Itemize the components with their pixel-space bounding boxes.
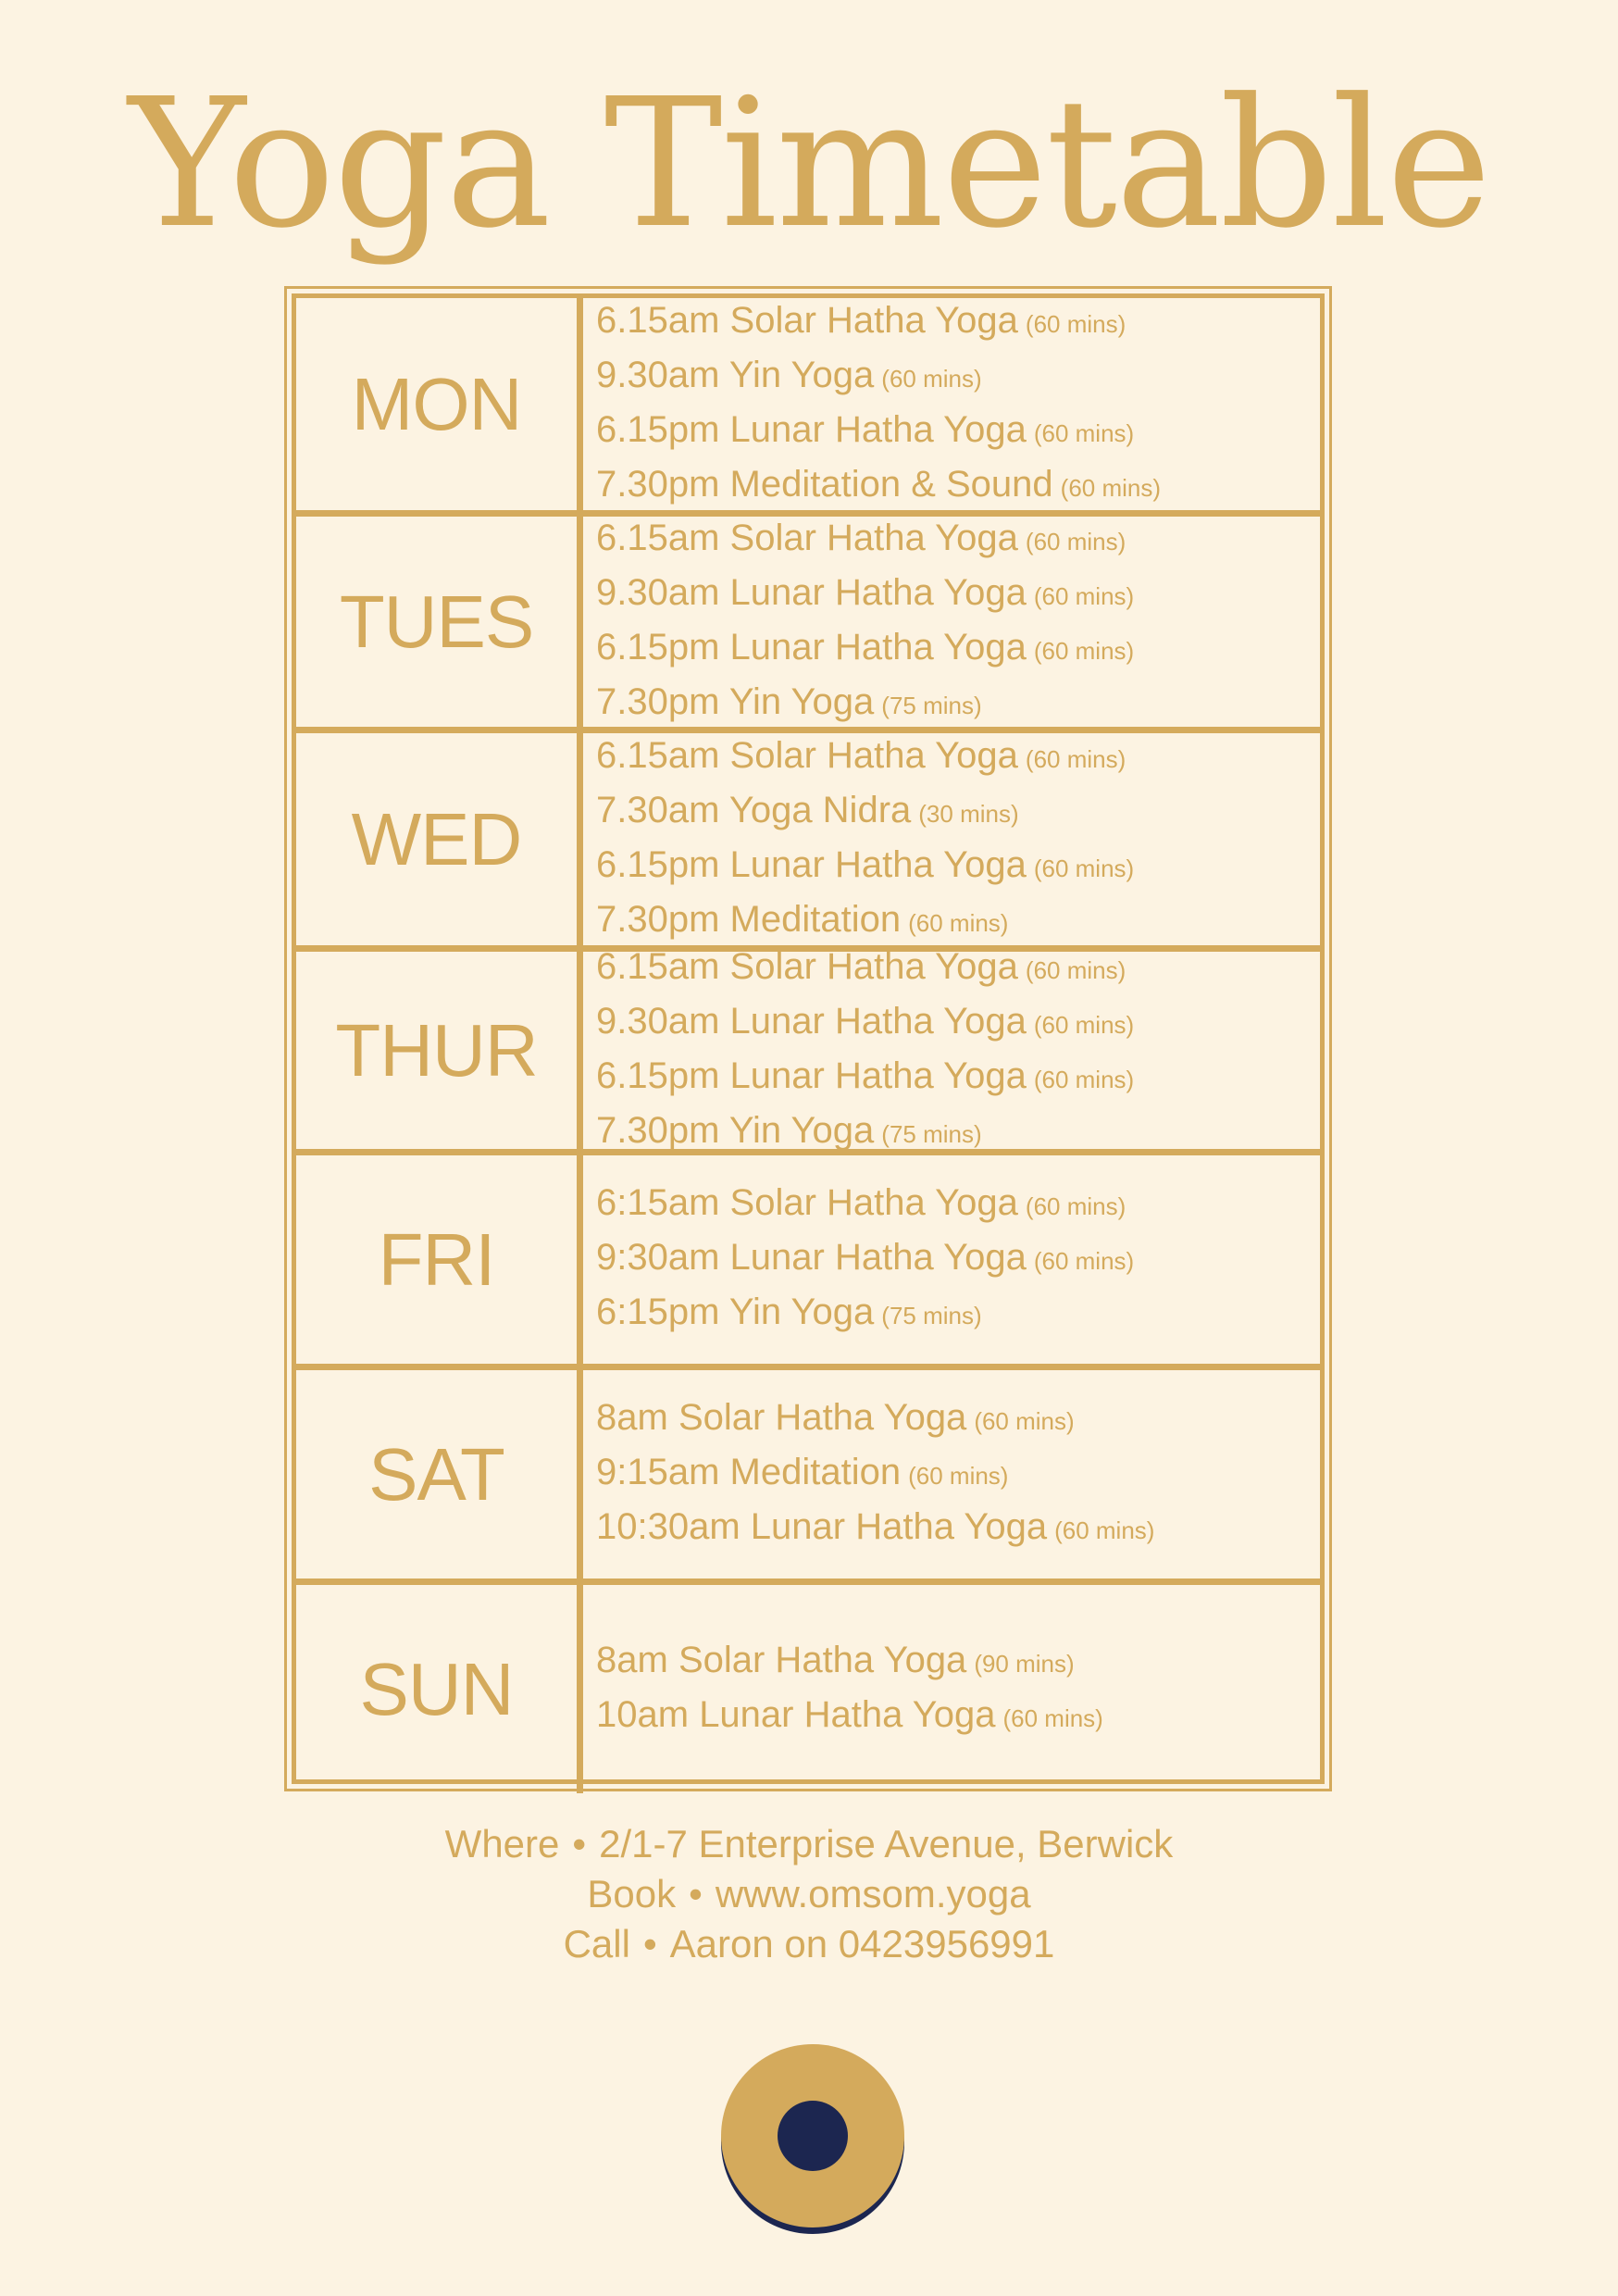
- class-time: 7.30pm: [596, 898, 720, 940]
- class-duration: (60 mins): [1033, 1247, 1135, 1275]
- class-item: [596, 730, 1320, 785]
- class-item: [596, 405, 1320, 459]
- bullet-separator: •: [689, 1872, 703, 1915]
- class-name: Solar Hatha Yoga: [729, 945, 1018, 987]
- bullet-separator: •: [642, 1922, 657, 1965]
- class-duration: (60 mins): [1033, 581, 1135, 610]
- class-duration: (60 mins): [1025, 527, 1126, 555]
- class-item: [596, 942, 1320, 996]
- class-time: 6.15pm: [596, 1054, 720, 1096]
- omsom-logo-icon: [719, 2044, 906, 2235]
- timetable-grid: [292, 293, 1325, 1784]
- class-duration: (60 mins): [1002, 1703, 1103, 1732]
- class-name: Yin Yoga: [728, 680, 875, 722]
- class-time: 9.30am: [596, 354, 720, 395]
- class-list: [583, 298, 1320, 517]
- class-time: 6.15am: [596, 945, 720, 987]
- class-duration: (60 mins): [1025, 744, 1126, 773]
- class-item: [596, 1447, 1320, 1502]
- class-item: [596, 1690, 1320, 1744]
- class-duration: (60 mins): [881, 364, 982, 393]
- class-duration: (75 mins): [881, 1119, 982, 1148]
- class-duration: (75 mins): [881, 1302, 982, 1329]
- class-duration: (60 mins): [1033, 636, 1135, 665]
- class-name: Meditation: [729, 898, 902, 940]
- class-list: [583, 945, 1320, 1155]
- footer-label: Where: [444, 1822, 560, 1866]
- class-duration: (60 mins): [908, 1462, 1009, 1490]
- class-duration: (90 mins): [974, 1649, 1075, 1678]
- class-item: [596, 622, 1320, 677]
- class-duration: (30 mins): [918, 799, 1019, 828]
- class-time: 7.30pm: [596, 1109, 720, 1151]
- class-name: Lunar Hatha Yoga: [729, 1054, 1027, 1096]
- day-label: MON: [296, 298, 583, 517]
- class-name: Lunar Hatha Yoga: [729, 408, 1027, 450]
- class-time: 7.30pm: [596, 463, 720, 505]
- class-name: Lunar Hatha Yoga: [729, 1237, 1027, 1278]
- class-name: Solar Hatha Yoga: [729, 517, 1018, 558]
- class-duration: (60 mins): [1033, 418, 1135, 447]
- page-title: Yoga Timetable: [128, 61, 1490, 268]
- class-name: Solar Hatha Yoga: [729, 734, 1018, 776]
- footer-label: Book: [587, 1872, 677, 1915]
- class-name: Solar Hatha Yoga: [678, 1639, 967, 1680]
- class-time: 8am: [596, 1639, 668, 1680]
- class-duration: (60 mins): [1033, 1065, 1135, 1093]
- footer-value: Aaron on 0423956991: [669, 1922, 1055, 1965]
- footer-value[interactable]: www.omsom.yoga: [715, 1872, 1031, 1915]
- class-duration: (60 mins): [1025, 1192, 1126, 1220]
- class-name: Yin Yoga: [728, 1292, 875, 1332]
- class-time: 6.15am: [596, 734, 720, 776]
- class-duration: (60 mins): [974, 1407, 1075, 1435]
- class-item: [596, 459, 1320, 514]
- class-duration: (60 mins): [1060, 473, 1162, 502]
- class-time: 7.30am: [596, 789, 720, 830]
- class-item: [596, 568, 1320, 622]
- class-time: 6.15pm: [596, 626, 720, 668]
- class-name: Lunar Hatha Yoga: [729, 843, 1027, 885]
- class-duration: (60 mins): [1025, 955, 1126, 984]
- class-item: [596, 513, 1320, 568]
- class-duration: (60 mins): [1054, 1516, 1155, 1544]
- class-item: [596, 1232, 1320, 1287]
- class-time: 6.15am: [596, 517, 720, 558]
- class-time: 9.30am: [596, 571, 720, 613]
- class-name: Meditation & Sound: [729, 463, 1053, 505]
- class-duration: (75 mins): [881, 691, 982, 719]
- class-time: 9.30am: [596, 1000, 720, 1042]
- class-name: Lunar Hatha Yoga: [699, 1693, 996, 1735]
- class-time: 6:15am: [596, 1182, 720, 1223]
- footer-value: 2/1-7 Enterprise Avenue, Berwick: [599, 1822, 1174, 1866]
- day-label: FRI: [296, 1155, 583, 1370]
- class-list: [583, 517, 1320, 733]
- class-item: [596, 1635, 1320, 1690]
- class-list: [583, 733, 1320, 952]
- class-time: 10am: [596, 1693, 690, 1735]
- class-time: 10:30am: [596, 1506, 741, 1547]
- class-name: Lunar Hatha Yoga: [750, 1506, 1048, 1547]
- class-duration: (60 mins): [1033, 854, 1135, 882]
- footer-label: Call: [563, 1922, 630, 1965]
- day-label: WED: [296, 733, 583, 952]
- bullet-separator: •: [572, 1822, 587, 1866]
- class-item: [596, 677, 1320, 731]
- class-item: [596, 1287, 1320, 1341]
- footer-line: [0, 1919, 1618, 1969]
- class-list: [583, 1155, 1320, 1370]
- class-name: Yin Yoga: [728, 1109, 875, 1151]
- day-label: SAT: [296, 1370, 583, 1585]
- class-time: 9:15am: [596, 1452, 720, 1492]
- class-duration: (60 mins): [1033, 1010, 1135, 1039]
- day-label: SUN: [296, 1585, 583, 1793]
- class-time: 6:15pm: [596, 1292, 720, 1332]
- class-name: Lunar Hatha Yoga: [729, 571, 1027, 613]
- class-name: Lunar Hatha Yoga: [729, 1000, 1027, 1042]
- class-list: [583, 1370, 1320, 1585]
- class-name: Solar Hatha Yoga: [729, 1182, 1018, 1223]
- class-item: [596, 1502, 1320, 1556]
- day-label: TUES: [296, 517, 583, 733]
- class-item: [596, 1178, 1320, 1232]
- contact-info: [0, 1819, 1618, 1969]
- footer-line: [0, 1869, 1618, 1919]
- footer-line: [0, 1819, 1618, 1869]
- class-duration: (60 mins): [1025, 309, 1126, 338]
- class-name: Lunar Hatha Yoga: [729, 626, 1027, 668]
- class-item: [596, 1105, 1320, 1160]
- timetable: [284, 286, 1332, 1791]
- class-duration: (60 mins): [908, 908, 1009, 937]
- class-time: 8am: [596, 1397, 668, 1438]
- class-item: [596, 1392, 1320, 1447]
- class-item: [596, 996, 1320, 1051]
- class-item: [596, 350, 1320, 405]
- class-list: [583, 1585, 1320, 1793]
- class-time: 6.15pm: [596, 408, 720, 450]
- class-time: 9:30am: [596, 1237, 720, 1278]
- class-item: [596, 1051, 1320, 1105]
- class-item: [596, 785, 1320, 840]
- class-item: [596, 840, 1320, 894]
- class-name: Solar Hatha Yoga: [678, 1397, 967, 1438]
- class-name: Yoga Nidra: [728, 789, 912, 830]
- class-time: 6.15am: [596, 299, 720, 341]
- class-name: Yin Yoga: [728, 354, 875, 395]
- class-name: Meditation: [729, 1452, 902, 1492]
- day-label: THUR: [296, 952, 583, 1155]
- class-time: 6.15pm: [596, 843, 720, 885]
- class-name: Solar Hatha Yoga: [729, 299, 1018, 341]
- class-time: 7.30pm: [596, 680, 720, 722]
- class-item: [596, 295, 1320, 350]
